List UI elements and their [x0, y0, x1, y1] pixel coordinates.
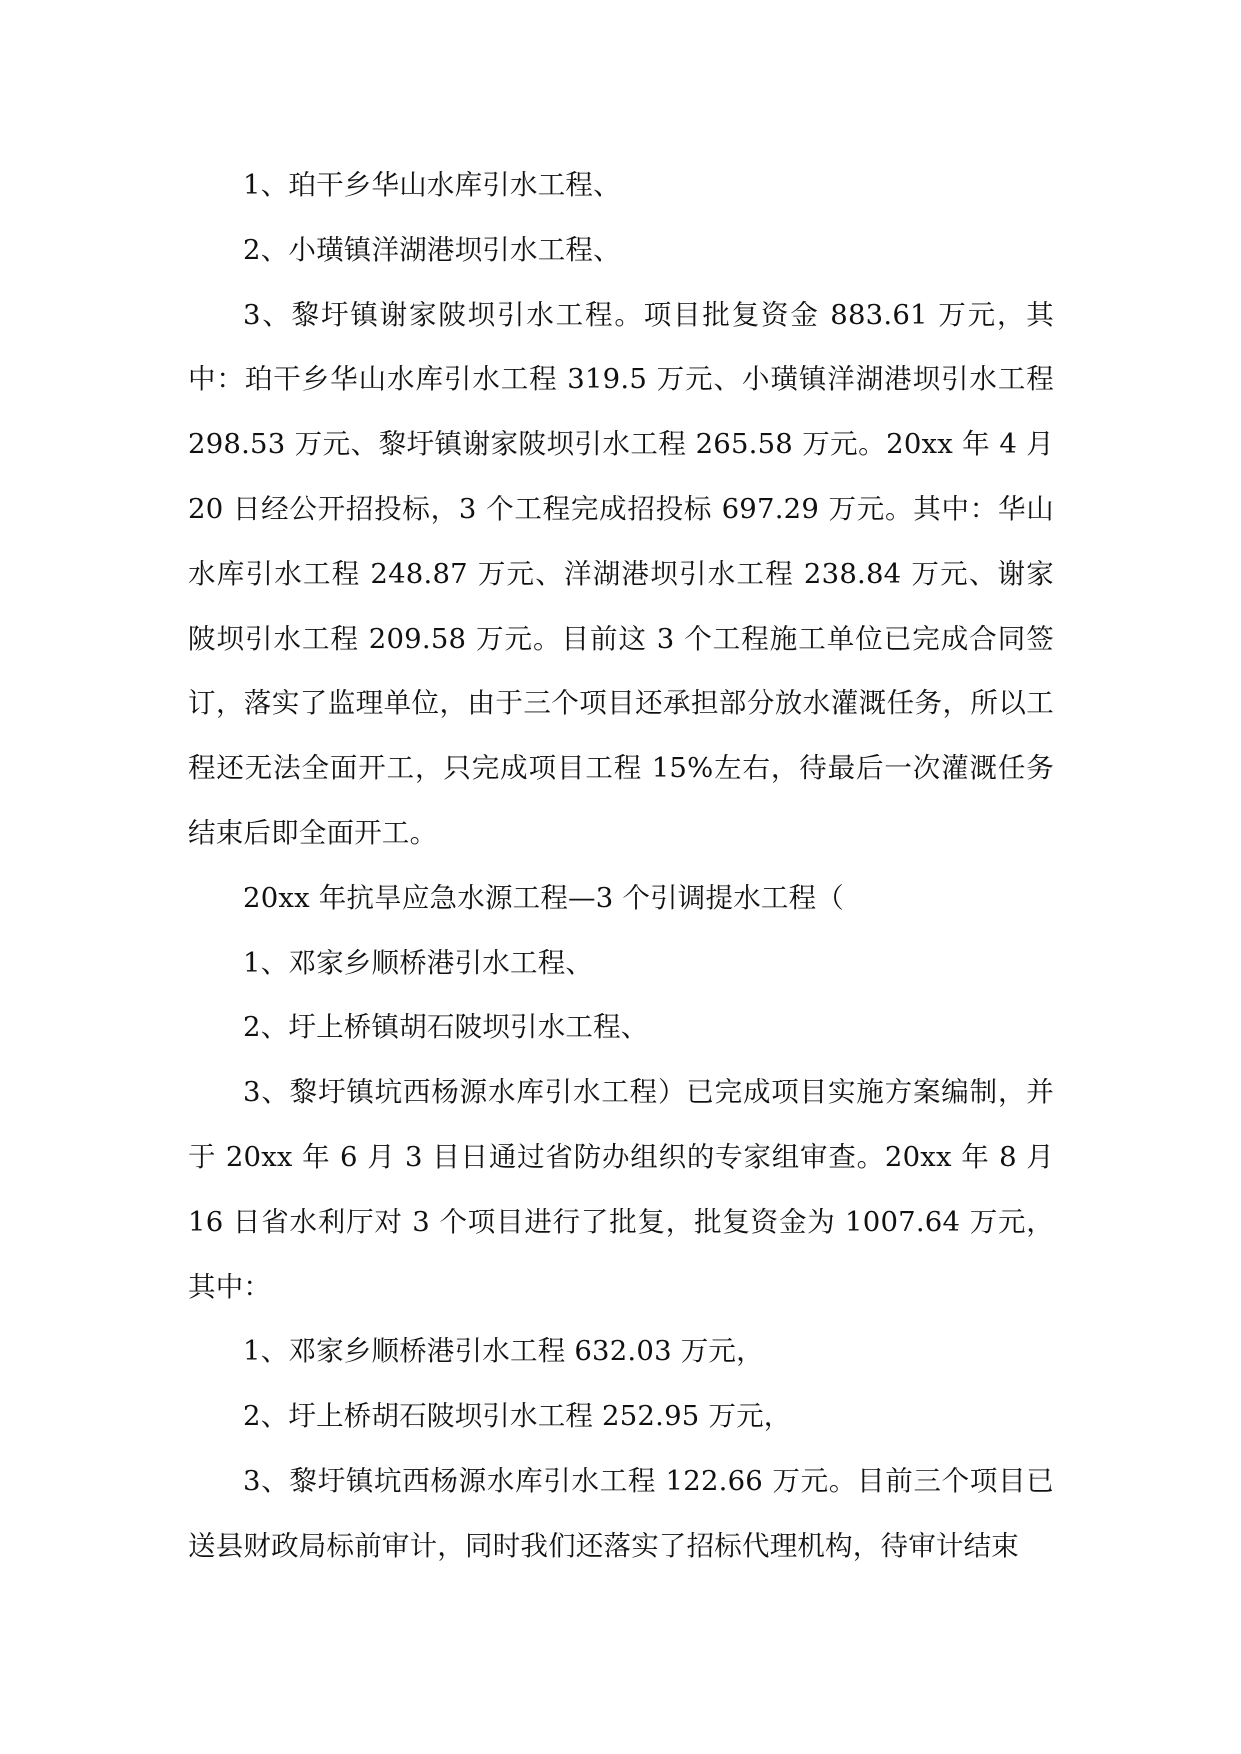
paragraph-1: 1、珀干乡华山水库引水工程、: [243, 169, 621, 201]
paragraph-5: 1、邓家乡顺桥港引水工程、: [243, 946, 594, 979]
paragraph-9: 2、圩上桥胡石陂坝引水工程 252.95 万元，: [243, 1400, 792, 1433]
paragraph-6: 2、圩上桥镇胡石陂坝引水工程、: [243, 1011, 649, 1044]
paragraph-7: 3、黎圩镇坑西杨源水库引水工程）已完成项目实施方案编制，并于 20xx 年 6 月 3 目日通过省防办组织的专家组审查。20xx 年 8 月 16 日省水利厅对 3 个项目进行了批复，批复资金为 1007.64 万元，其中：: [188, 1076, 1054, 1303]
document-body: [188, 153, 1054, 1579]
paragraph-4: 20xx 年抗旱应急水源工程—3 个引调提水工程（: [243, 881, 844, 914]
paragraph-8: 1、邓家乡顺桥港引水工程 632.03 万元，: [243, 1335, 764, 1368]
paragraph-3: 3、黎圩镇谢家陂坝引水工程。项目批复资金 883.61 万元，其中：珀干乡华山水库引水工程 319.5 万元、小璜镇洋湖港坝引水工程 298.53 万元、黎圩镇谢家陂坝引水工程 265.58 万元。20xx 年 4 月 20 日经公开招投标，3 个工程完成招投标 697.29 万元。其中：华山水库引水工程 248.87 万元、洋湖港坝引水工程 238.84 万元、谢家陂坝引水工程 209.58 万元。目前这 3 个工程施工单位已完成合同签订，落实了监理单位，由于三个项目还承担部分放水灌溉任务，所以工程还无法全面开工，只完成项目工程 15%左右，待最后一次灌溉任务结束后即全面开工。: [188, 298, 1054, 849]
paragraph-2: 2、小璜镇洋湖港坝引水工程、: [243, 233, 621, 266]
paragraph-10: 3、黎圩镇坑西杨源水库引水工程 122.66 万元。目前三个项目已送县财政局标前审计，同时我们还落实了招标代理机构，待审计结束: [188, 1464, 1054, 1562]
